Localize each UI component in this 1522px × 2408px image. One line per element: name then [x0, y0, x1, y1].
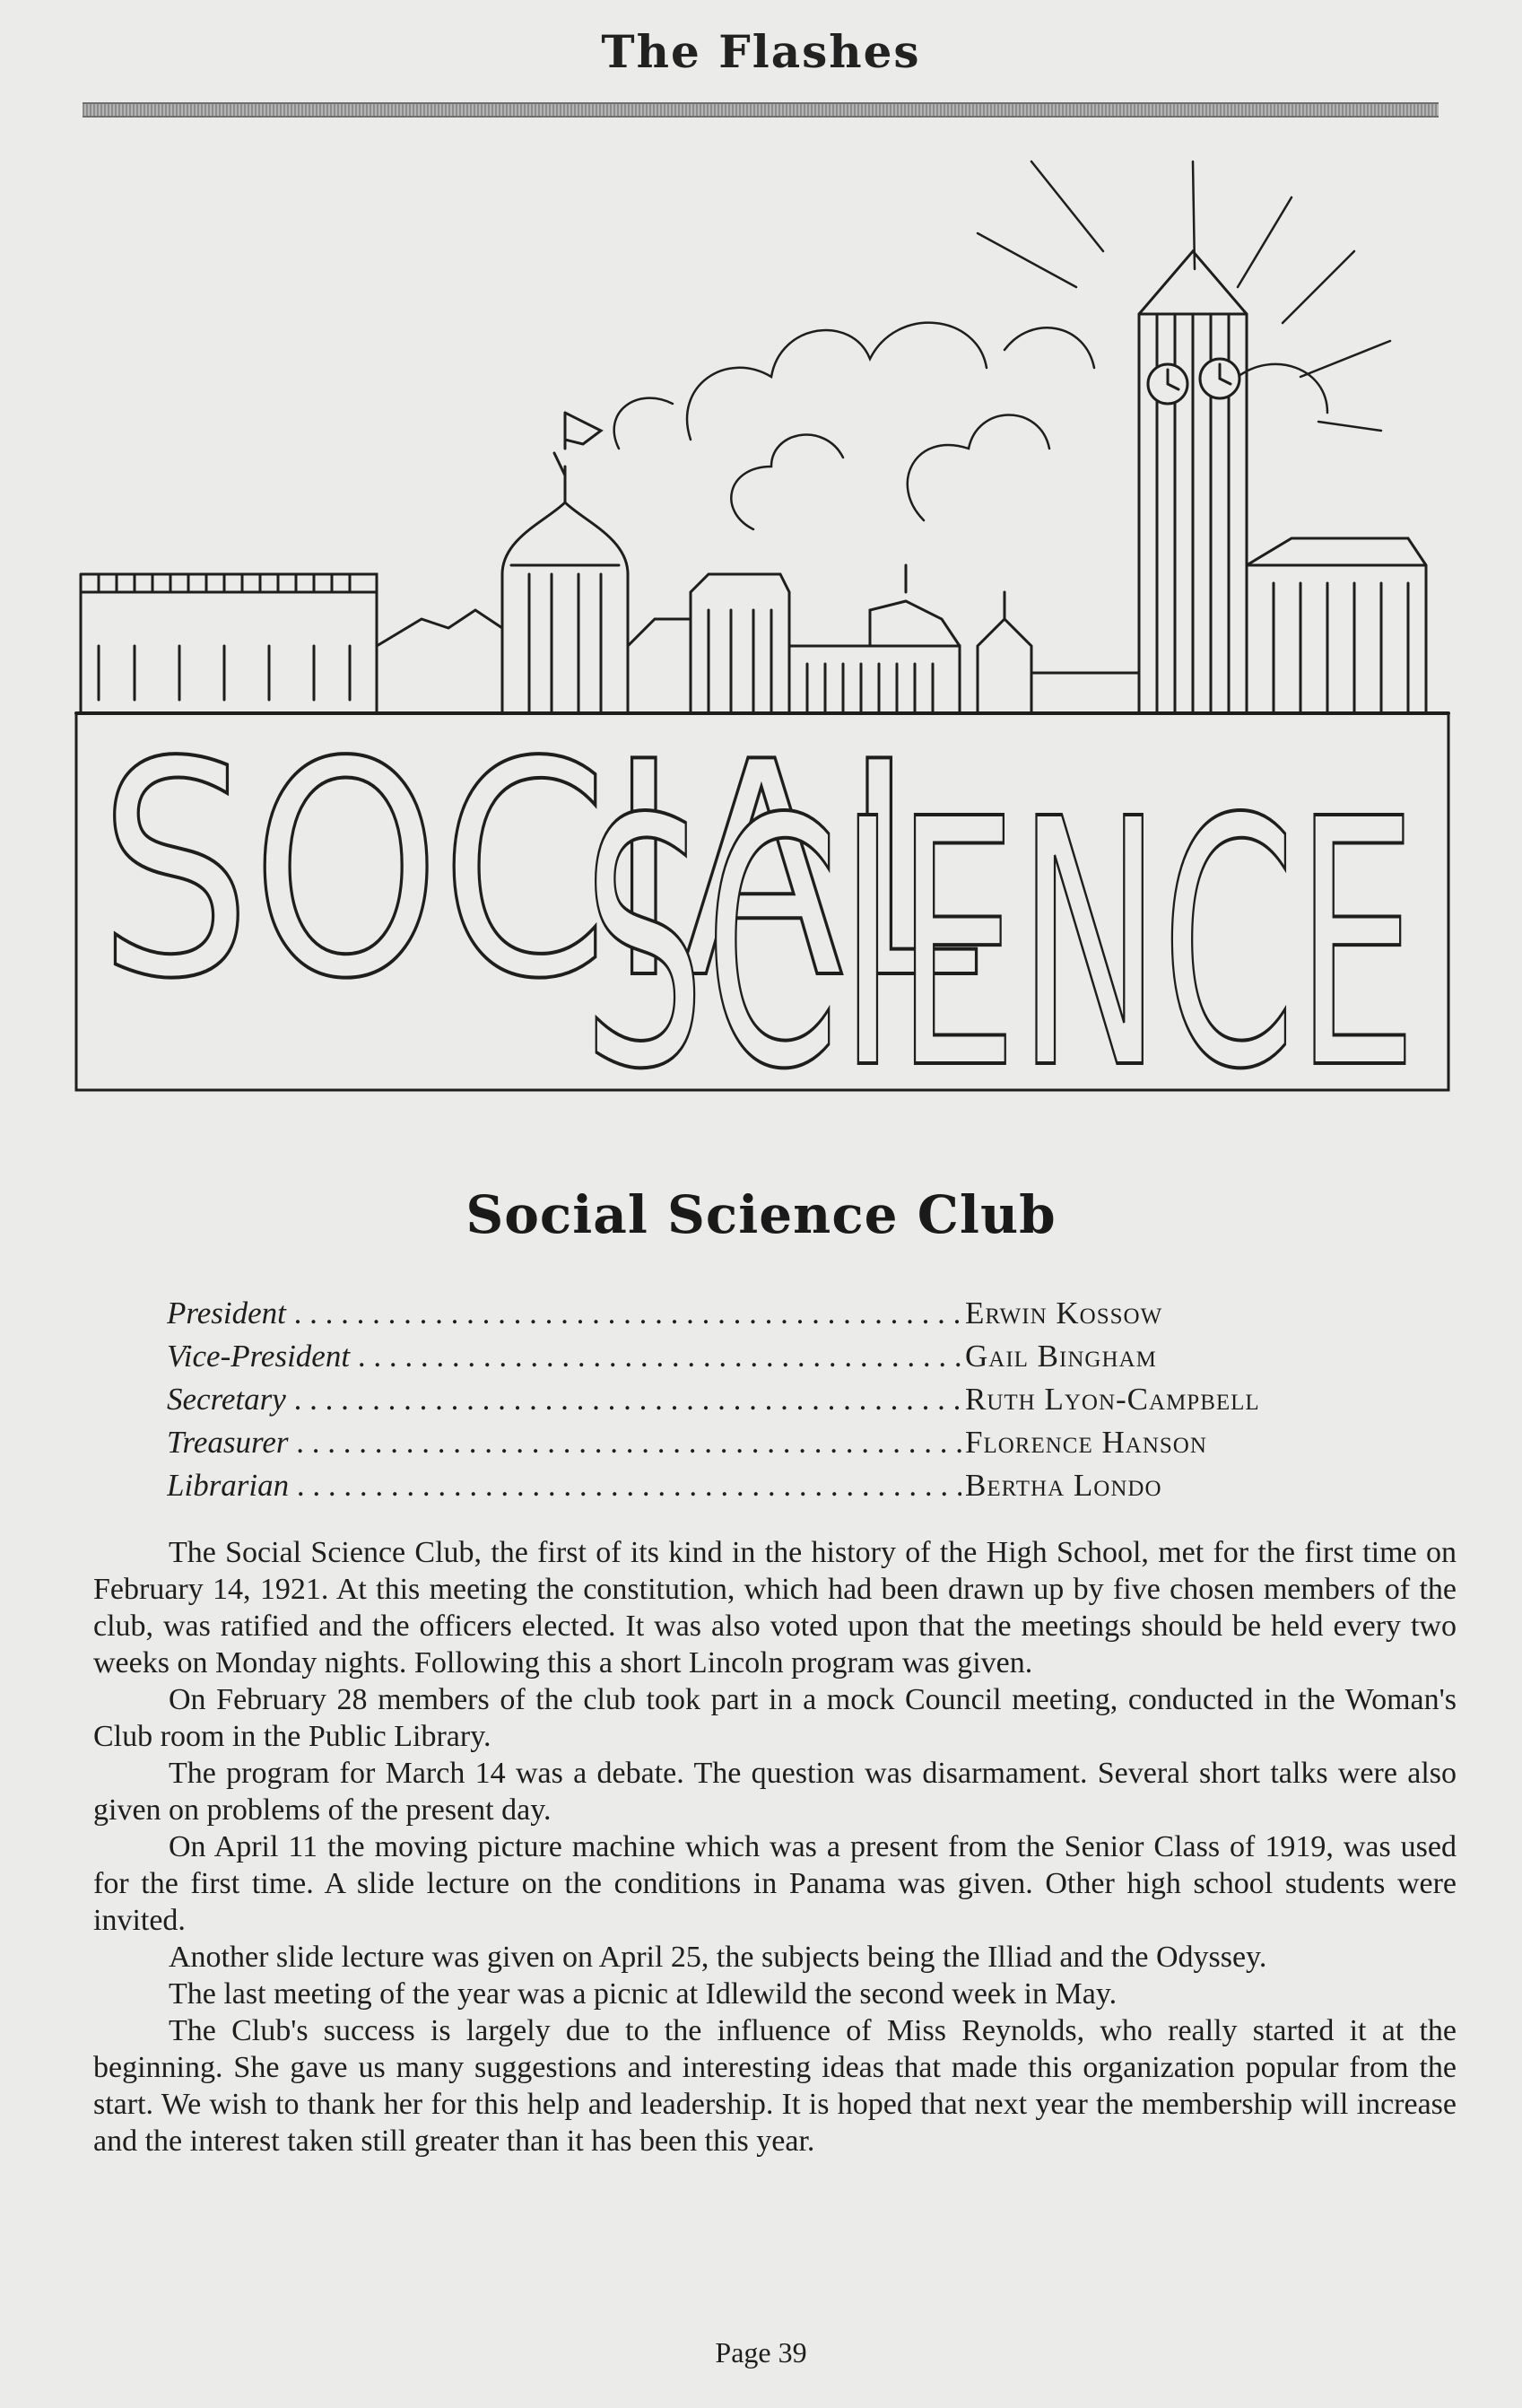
officer-row — [167, 1421, 1360, 1464]
page-number: Page 39 — [715, 2336, 807, 2369]
paragraph: On February 28 members of the club took part in a mock Council meeting, conducted in the Woman's Club room in the Public Library. — [93, 1683, 1457, 1753]
paragraph: Another slide lecture was given on April 25, the subjects being the Illiad and the Odyssey. — [169, 1941, 1267, 1974]
officer-row — [167, 1292, 1360, 1335]
officer-name: Bertha Londo — [965, 1468, 1162, 1503]
banner-word-social: SOCIAL — [99, 699, 979, 1043]
article-body — [93, 1534, 1457, 2159]
social-science-illustration — [63, 144, 1462, 1104]
officer-name: Gail Bingham — [965, 1339, 1157, 1374]
officer-name: Florence Hanson — [965, 1425, 1207, 1460]
paragraph: The last meeting of the year was a picnic at Idlewild the second week in May. — [169, 1977, 1118, 2011]
paragraph: The Social Science Club, the first of its kind in the history of the High School, met for the first time on February 14, 1921. At this meeting the constitution, which had been drawn up by five chosen members of the club, was ratified and the officers elected. It was also voted upon that the meetings should be held every two weeks on Monday nights. Following this a short Lincoln program was given. — [93, 1536, 1457, 1679]
officer-row — [167, 1464, 1360, 1507]
officer-name: Erwin Kossow — [965, 1296, 1163, 1331]
officers-list — [167, 1292, 1360, 1507]
clouds-icon — [614, 323, 1327, 529]
officer-role: Secretary . . . — [167, 1378, 961, 1421]
header-rule — [83, 102, 1439, 118]
officer-role: Vice-President . . . — [167, 1335, 961, 1378]
paragraph: The Club's success is largely due to the influence of Miss Reynolds, who really started it at the beginning. She gave us many suggestions and interesting ideas that made this organization popular from the start. We wish to thank her for this help and leadership. It is hoped that next year the membership will increase and the interest taken still greater than it has been this year. — [93, 2014, 1457, 2158]
officer-role: President . . . — [167, 1292, 961, 1335]
officer-role: Treasurer . . . — [167, 1421, 961, 1464]
officer-row — [167, 1378, 1360, 1421]
page-header-title: The Flashes — [601, 25, 921, 78]
paragraph: The program for March 14 was a debate. The question was disarmament. Several short talks were also given on problems of the present day. — [93, 1757, 1457, 1827]
club-title: Social Science Club — [465, 1184, 1057, 1245]
officer-name: Ruth Lyon-Campbell — [965, 1382, 1260, 1417]
officer-row — [167, 1335, 1360, 1378]
officer-role: Librarian . . . — [167, 1464, 961, 1507]
paragraph: On April 11 the moving picture machine which was a present from the Senior Class of 1919, was used for the first time. A slide lecture on the conditions in Panama was given. Other high school students were invited. — [93, 1830, 1457, 1937]
banner-word-science: SCIENCE — [583, 746, 1417, 1104]
